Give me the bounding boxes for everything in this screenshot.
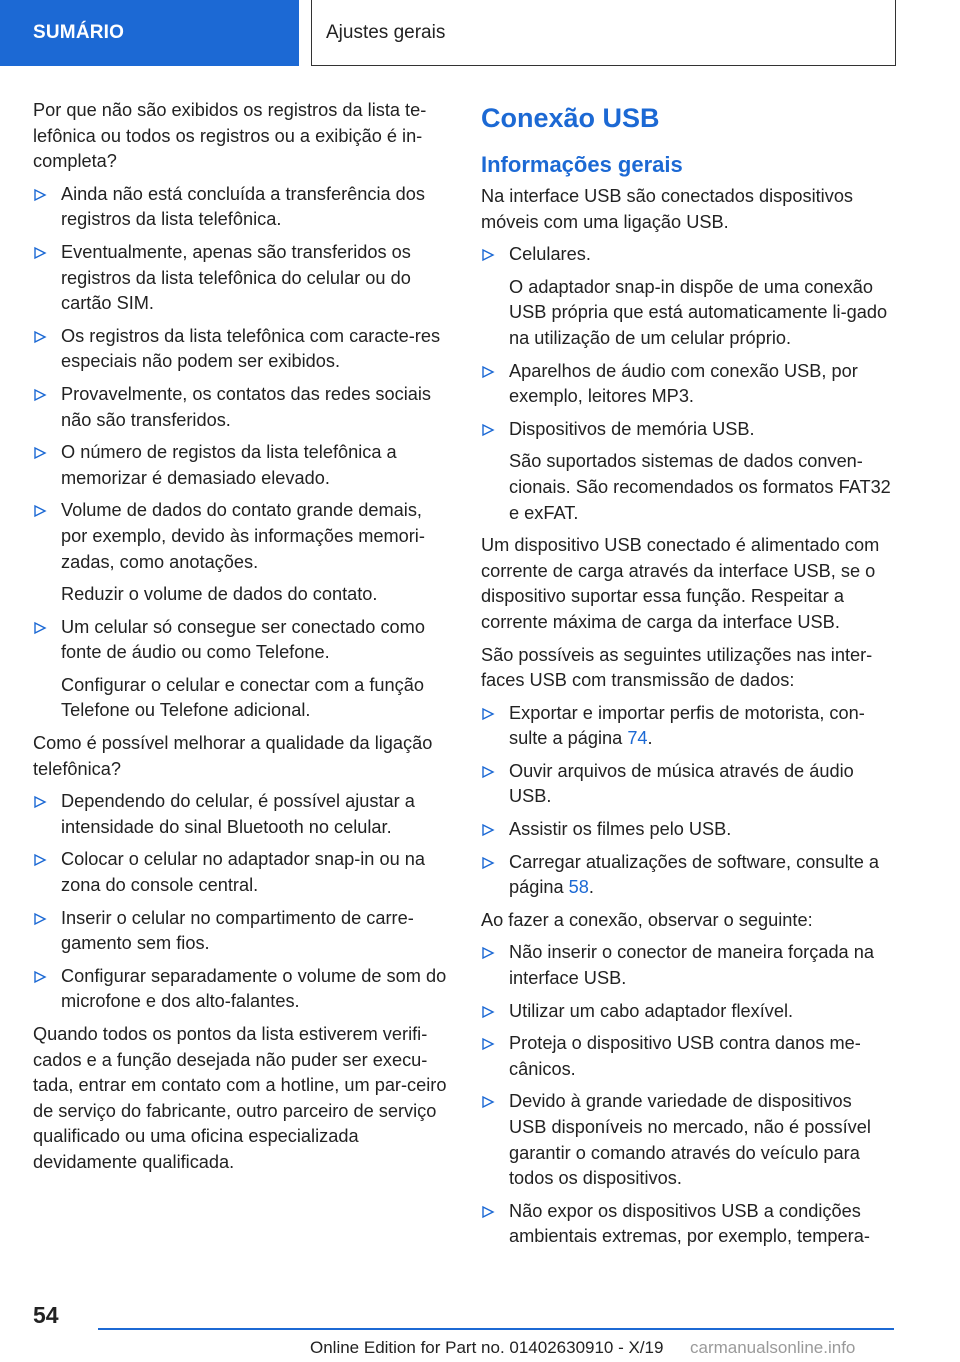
bullet-triangle-icon (33, 185, 49, 203)
list-item: Dispositivos de memória USB. São suportados sistemas de dados conven-cionais. São recomendados os formatos FAT32 e exFAT. (481, 417, 893, 526)
list-item: Configurar separadamente o volume de som do microfone e dos alto-falantes. (33, 964, 447, 1015)
bullet-triangle-icon (481, 420, 497, 438)
section-tab[interactable]: Ajustes gerais (311, 0, 896, 66)
summary-tab[interactable]: SUMÁRIO (0, 0, 299, 66)
call-quality-list (33, 789, 447, 1015)
footer-divider (98, 1328, 894, 1330)
list-item: Celulares. O adaptador snap-in dispõe de uma conexão USB própria que está automaticamente li-gado na utilização de um celular próprio. (481, 242, 893, 351)
list-item: O número de registos da lista telefônica a memorizar é demasiado elevado. (33, 440, 447, 491)
uses-list (481, 701, 893, 901)
list-item: Os registros da lista telefônica com caracte-res especiais não podem ser exibidos. (33, 324, 447, 375)
bullet-triangle-icon (33, 327, 49, 345)
bullet-triangle-icon (33, 909, 49, 927)
list-item: Colocar o celular no adaptador snap-in ou na zona do console central. (33, 847, 447, 898)
list-item: Volume de dados do contato grande demais, por exemplo, devido às informações memori-zadas, como anotações. Reduzir o volume de dados do contato. (33, 498, 447, 607)
right-column (481, 100, 893, 1257)
bullet-triangle-icon (481, 762, 497, 780)
bullet-triangle-icon (481, 1092, 497, 1110)
list-item: Exportar e importar perfis de motorista, con-sulte a página 74. (481, 701, 893, 752)
list-item: Utilizar um cabo adaptador flexível. (481, 999, 893, 1025)
bullet-triangle-icon (481, 820, 497, 838)
bullet-triangle-icon (481, 1202, 497, 1220)
list-item: Ouvir arquivos de música através de áudio USB. (481, 759, 893, 810)
left-column (33, 98, 447, 1183)
list-item: Carregar atualizações de software, consulte a página 58. (481, 850, 893, 901)
page-header (0, 0, 960, 66)
bullet-triangle-icon (481, 853, 497, 871)
bullet-triangle-icon (33, 792, 49, 810)
uses-intro: São possíveis as seguintes utilizações nas inter-faces USB com transmissão de dados: (481, 644, 873, 691)
bullet-triangle-icon (481, 704, 497, 722)
section-subtitle: Informações gerais (481, 152, 683, 177)
list-item: Ainda não está concluída a transferência dos registros da lista telefônica. (33, 182, 447, 233)
list-item: Assistir os filmes pelo USB. (481, 817, 893, 843)
observe-intro: Ao fazer a conexão, observar o seguinte: (481, 909, 813, 930)
list-item-note: O adaptador snap-in dispõe de uma conexão USB própria que está automaticamente li-gado na utilização de um celular próprio. (509, 276, 888, 348)
list-item: Dependendo do celular, é possível ajustar a intensidade do sinal Bluetooth no celular. (33, 789, 447, 840)
list-item: Um celular só consegue ser conectado como fonte de áudio ou como Telefone. Configurar o celular e conectar com a função Telefone ou Telefone adicional. (33, 615, 447, 724)
list-item: Proteja o dispositivo USB contra danos me-cânicos. (481, 1031, 893, 1082)
bullet-triangle-icon (33, 385, 49, 403)
list-item-note: São suportados sistemas de dados conven-cionais. São recomendados os formatos FAT32 e exFAT. (509, 451, 891, 523)
list-item-note: Reduzir o volume de dados do contato. (61, 584, 378, 605)
page-link-58[interactable]: 58 (568, 877, 589, 898)
usb-intro: Na interface USB são conectados dispositivos móveis com uma ligação USB. (481, 186, 854, 232)
bullet-triangle-icon (481, 1034, 497, 1052)
bullet-triangle-icon (33, 243, 49, 261)
page-link-74[interactable]: 74 (627, 728, 648, 749)
list-item: Não expor os dispositivos USB a condições ambientais extremas, por exemplo, tempera- (481, 1199, 893, 1250)
bullet-triangle-icon (33, 618, 49, 636)
bullet-triangle-icon (481, 943, 497, 961)
watermark: carmanualsonline.info (690, 1338, 856, 1357)
list-item: Devido à grande variedade de dispositivos USB disponíveis no mercado, não é possível garantir o comando através do veículo para todos os dispositivos. (481, 1089, 893, 1191)
page-number: 54 (33, 1302, 59, 1328)
edition-note: Online Edition for Part no. 01402630910 - X/19 (310, 1338, 664, 1357)
closing-paragraph: Quando todos os pontos da lista estiverem verifi-cados e a função desejada não puder ser execu-tada, entrar em contato com a hotline, um par-ceiro de serviço do fabricante, outro parceiro de serviço qualificado ou uma oficina especializada devidamente qualificada. (33, 1024, 447, 1172)
observe-list (481, 940, 893, 1250)
bullet-triangle-icon (33, 850, 49, 868)
bullet-triangle-icon (33, 443, 49, 461)
list-item: Provavelmente, os contatos das redes sociais não são transferidos. (33, 382, 447, 433)
question-phonebook: Por que não são exibidos os registros da lista te-lefônica ou todos os registros ou a exibição é in-completa? (33, 100, 427, 172)
question-call-quality: Como é possível melhorar a qualidade da ligação telefônica? (33, 733, 433, 779)
list-item: Não inserir o conector de maneira forçada na interface USB. (481, 940, 893, 991)
list-item: Aparelhos de áudio com conexão USB, por exemplo, leitores MP3. (481, 359, 893, 410)
bullet-triangle-icon (33, 967, 49, 985)
section-title: Conexão USB (481, 103, 660, 133)
bullet-triangle-icon (481, 362, 497, 380)
phonebook-causes-list (33, 182, 447, 724)
bullet-triangle-icon (481, 245, 497, 263)
list-item-note: Configurar o celular e conectar com a função Telefone ou Telefone adicional. (61, 674, 424, 721)
list-item: Eventualmente, apenas são transferidos os registros da lista telefônica do celular ou do cartão SIM. (33, 240, 447, 317)
bullet-triangle-icon (33, 501, 49, 519)
list-item: Inserir o celular no compartimento de carre-gamento sem fios. (33, 906, 447, 957)
devices-list (481, 242, 893, 526)
bullet-triangle-icon (481, 1002, 497, 1020)
power-paragraph: Um dispositivo USB conectado é alimentado com corrente de carga através da interface USB, se o dispositivo suportar essa função. Respeitar a corrente máxima de carga da interface USB. (481, 535, 880, 632)
